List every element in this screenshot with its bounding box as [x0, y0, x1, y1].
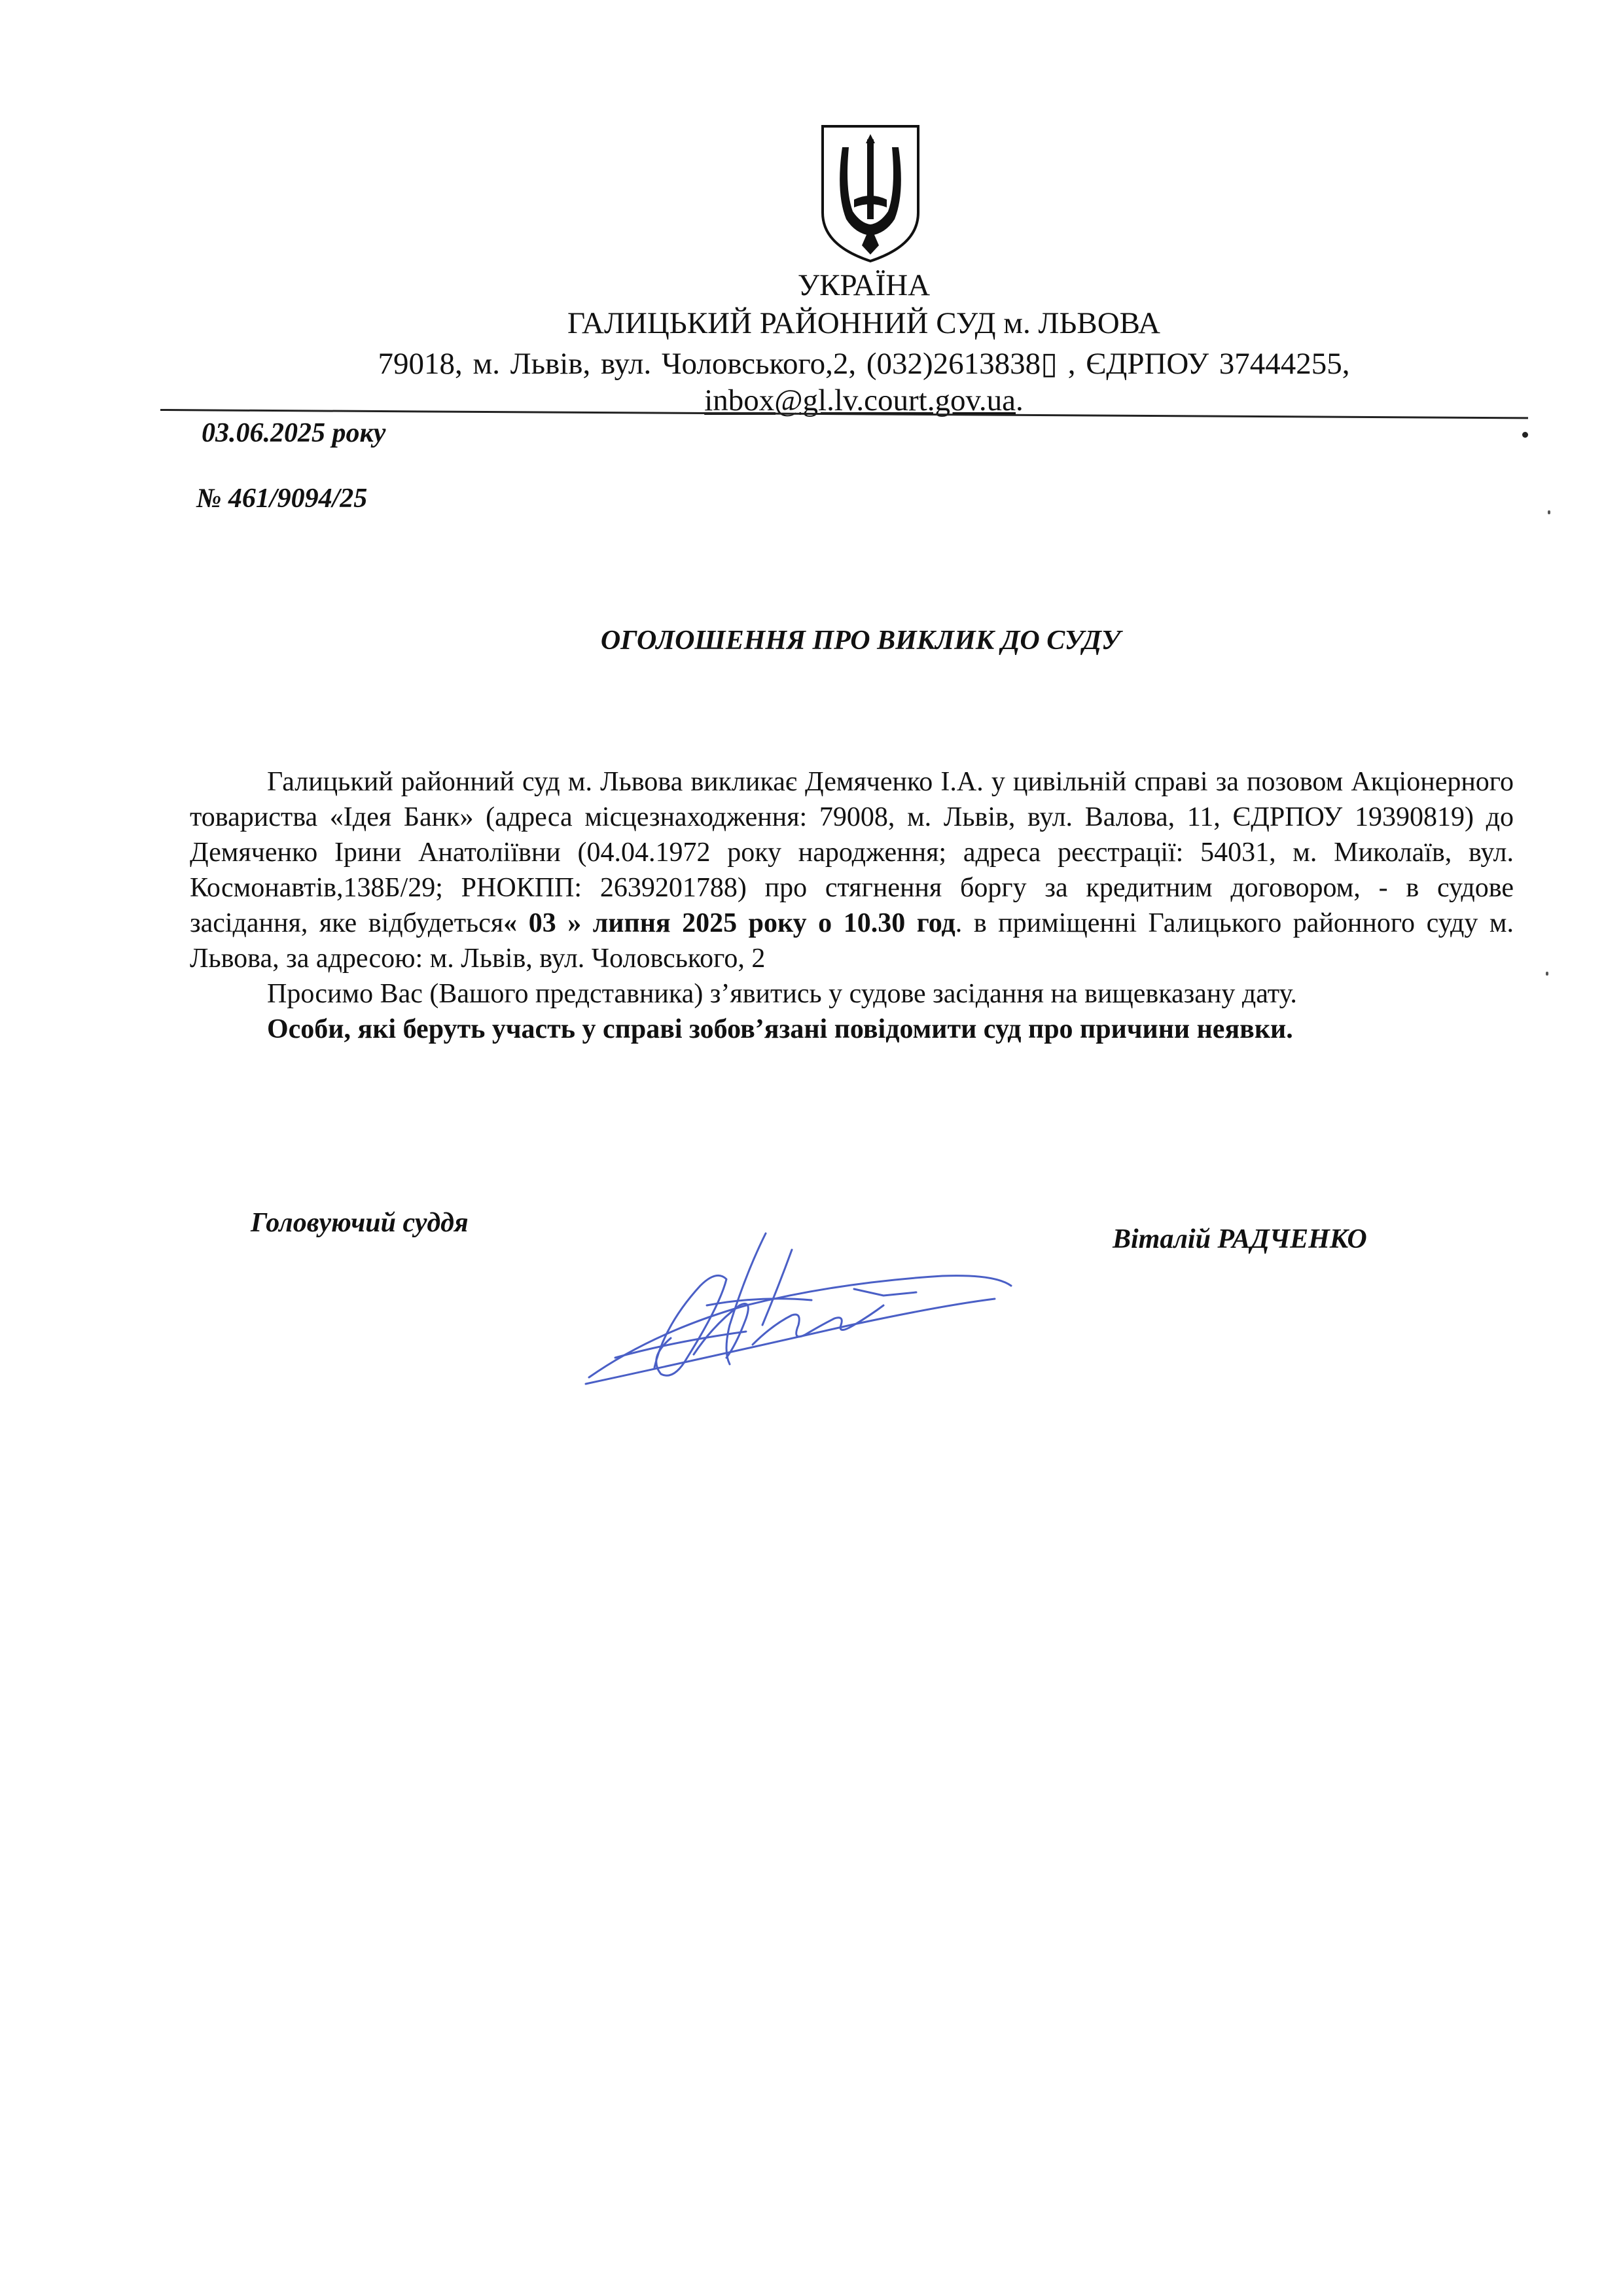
court-email-suffix: .	[1016, 383, 1024, 417]
hearing-location: . в приміщенні Галицького районного суду м. Львова, за адресою: м. Львів, вул. Чоловського, 2	[190, 908, 1514, 974]
judge-role: Головуючий суддя	[251, 1208, 469, 1238]
court-email-link[interactable]: inbox@gl.lv.court.gov.ua	[704, 383, 1016, 417]
hearing-datetime: « 03 » липня 2025 року о 10.30 год	[503, 908, 955, 938]
trident-emblem-icon	[815, 121, 926, 265]
document-title: ОГОЛОШЕННЯ ПРО ВИКЛИК ДО СУДУ	[600, 626, 1121, 656]
absence-notice: Особи, які беруть участь у справі зобов’язані повідомити суд про причини неявки.	[267, 1014, 1293, 1044]
scan-speck	[1548, 510, 1550, 514]
summons-paragraph	[190, 764, 1514, 976]
document-body	[190, 764, 1514, 1047]
document-date: 03.06.2025 року	[202, 418, 386, 448]
handwritten-signature	[576, 1227, 1027, 1410]
document-number: № 461/9094/25	[196, 484, 368, 514]
divider-end-mark	[1522, 432, 1528, 438]
court-address: 79018, м. Львів, вул. Чоловського,2, (032)2613838▯ , ЄДРПОУ 37444255,	[378, 347, 1350, 381]
appearance-request: Просимо Вас (Вашого представника) з’явитись у судове засідання на вищевказану дату.	[267, 979, 1297, 1009]
court-name-heading: ГАЛИЦЬКИЙ РАЙОННИЙ СУД м. ЛЬВОВА	[567, 306, 1160, 340]
summons-text: Галицький районний суд м. Львова викликає Демяченко І.А. у цивільній справі за позовом Акціонерного товариства «Ідея Банк» (адреса місцезнаходження: 79008, м. Львів, вул. Валова, 11, ЄДРПОУ 19390819) до Демяченко Ірини Анатоліївни (04.04.1972 року народження; адреса реєстрації: 54031, м. Миколаїв, вул. Космонавтів,138Б/29; РНОКПП: 2639201788) про стягнення боргу за кредитним договором, - в судове засідання, яке відбудеться	[190, 767, 1514, 938]
country-heading: УКРАЇНА	[797, 268, 931, 302]
judge-name: Віталій РАДЧЕНКО	[1113, 1224, 1367, 1254]
scan-speck	[1546, 972, 1548, 976]
